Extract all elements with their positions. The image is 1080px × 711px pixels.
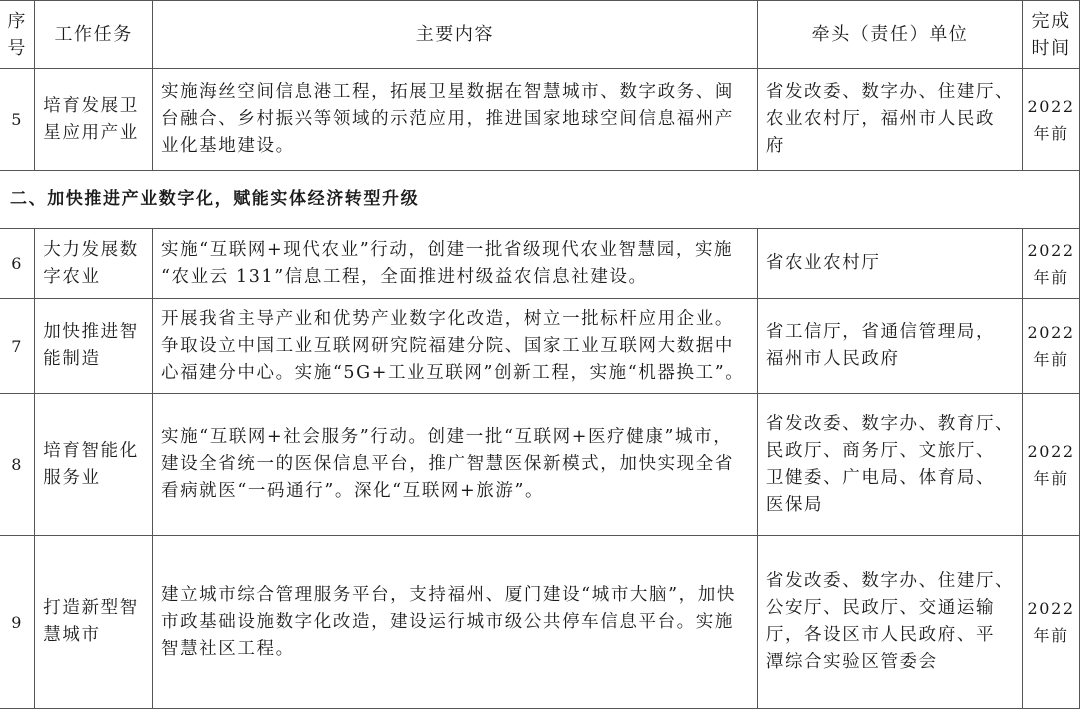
- deadline-cell-line: 年前: [1033, 468, 1069, 488]
- section-row: [0, 171, 1080, 229]
- deadline-cell: [1023, 394, 1080, 536]
- task-cell-line: 能制造: [43, 349, 101, 369]
- task-cell-line: 加快推进智: [43, 322, 139, 342]
- task-cell: [35, 229, 153, 299]
- row-number: 9: [0, 536, 35, 709]
- lead-unit-cell-line: 卫健委、广电局、体育局、: [765, 467, 996, 488]
- header-no: [0, 1, 35, 69]
- content-cell-line: 建设全省统一的医保信息平台，推广智慧医保新模式，加快实现全省: [160, 454, 734, 474]
- lead-unit-cell-line: 省农业农村厅: [765, 253, 881, 273]
- header-no-line: 号: [7, 37, 27, 59]
- header-task-line: 工作任务: [54, 24, 133, 45]
- task-cell-line: 星应用产业: [43, 122, 139, 143]
- task-cell: [35, 536, 153, 709]
- lead-unit-cell-line: 医保局: [765, 494, 824, 515]
- deadline-cell-line: 2022: [1027, 441, 1075, 461]
- deadline-cell-line: 2022: [1027, 96, 1075, 116]
- table-row: [0, 229, 1080, 299]
- header-lead-line: 牵头（责任）单位: [811, 24, 969, 45]
- content-cell-line: 智慧社区工程。: [160, 638, 295, 659]
- task-cell: [35, 299, 153, 394]
- content-cell-line: 建立城市综合管理服务平台，支持福州、厦门建设“城市大脑”，加快: [160, 584, 736, 605]
- lead-unit-cell-line: 省发改委、数字办、住建厅、: [765, 82, 1015, 102]
- lead-unit-cell-line: 福州市人民政府: [765, 349, 900, 369]
- content-cell-line: “农业云 131”信息工程，全面推进村级益农信息社建设。: [160, 266, 648, 287]
- section-title: 二、加快推进产业数字化，赋能实体经济转型升级: [0, 171, 1080, 229]
- content-cell-line: 争取设立中国工业互联网研究院福建分院、国家工业互联网大数据中: [160, 335, 734, 356]
- deadline-cell-line: 2022: [1027, 240, 1075, 260]
- table-row: [0, 69, 1080, 171]
- task-cell-line: 字农业: [43, 266, 101, 287]
- task-cell-line: 慧城市: [43, 625, 101, 645]
- task-cell-line: 培育智能化: [43, 440, 139, 461]
- deadline-cell-line: 2022: [1027, 323, 1075, 342]
- content-cell-line: 业化基地建设。: [160, 136, 295, 156]
- deadline-cell: [1023, 229, 1080, 299]
- content-cell: [152, 536, 757, 709]
- row-number: 7: [0, 299, 35, 394]
- lead-unit-cell-line: 公安厅、民政厅、交通运输: [765, 598, 996, 618]
- deadline-cell: [1023, 69, 1080, 171]
- content-cell: [152, 229, 757, 299]
- row-number: 5: [0, 69, 35, 171]
- deadline-cell-line: 年前: [1033, 267, 1069, 287]
- row-number: 6: [0, 229, 35, 299]
- table-row: [0, 536, 1080, 709]
- header-no-line: 序: [7, 10, 27, 32]
- lead-unit-cell: [757, 229, 1022, 299]
- lead-unit-cell-line: 农业农村厅，福州市人民政: [765, 109, 996, 129]
- task-cell-line: 培育发展卫: [43, 95, 139, 116]
- header-content-line: 主要内容: [415, 24, 495, 45]
- content-cell-line: 实施海丝空间信息港工程，拓展卫星数据在智慧城市、数字政务、闽: [160, 82, 734, 102]
- task-cell-line: 打造新型智: [43, 598, 139, 618]
- lead-unit-cell-line: 民政厅、商务厅、文旅厅、: [765, 440, 996, 461]
- task-cell: [35, 69, 153, 171]
- content-cell-line: 看病就医“一码通行”。深化“互联网+旅游”。: [160, 481, 545, 501]
- content-cell-line: 实施“互联网+社会服务”行动。创建一批“互联网+医疗健康”城市，: [160, 427, 733, 447]
- lead-unit-cell: [757, 69, 1022, 171]
- header-row: [0, 1, 1080, 69]
- task-cell-line: 服务业: [43, 467, 101, 488]
- table-row: [0, 394, 1080, 536]
- header-time-line: 时间: [1031, 37, 1071, 59]
- header-time: [1023, 1, 1080, 69]
- lead-unit-cell: [757, 536, 1022, 709]
- header-task: [35, 1, 153, 69]
- content-cell: [152, 394, 757, 536]
- lead-unit-cell: [757, 394, 1022, 536]
- deadline-cell: [1023, 536, 1080, 709]
- table-row: [0, 299, 1080, 394]
- content-cell-line: 市政基础设施数字化改造，建设运行城市级公共停车信息平台。实施: [160, 611, 734, 632]
- lead-unit-cell-line: 潭综合实验区管委会: [765, 652, 938, 672]
- row-number: 8: [0, 394, 35, 536]
- content-cell-line: 开展我省主导产业和优势产业数字化改造，树立一批标杆应用企业。: [160, 308, 734, 329]
- task-cell: [35, 394, 153, 536]
- header-content: [152, 1, 757, 69]
- lead-unit-cell-line: 省发改委、数字办、教育厅、: [765, 413, 1015, 434]
- deadline-cell-line: 2022: [1027, 599, 1075, 618]
- content-cell-line: 心福建分中心。实施“5G+工业互联网”创新工程，实施“机器换工”。: [160, 362, 745, 383]
- deadline-cell: [1023, 299, 1080, 394]
- deadline-cell-line: 年前: [1033, 350, 1069, 369]
- lead-unit-cell-line: 府: [765, 136, 785, 156]
- task-cell-line: 大力发展数: [43, 239, 139, 260]
- header-lead: [757, 1, 1022, 69]
- lead-unit-cell-line: 省工信厅，省通信管理局，: [765, 322, 996, 342]
- content-cell: [152, 299, 757, 394]
- lead-unit-cell-line: 厅，各设区市人民政府、平: [765, 625, 996, 645]
- lead-unit-cell: [757, 299, 1022, 394]
- lead-unit-cell-line: 省发改委、数字办、住建厅、: [765, 571, 1015, 591]
- content-cell-line: 实施“互联网+现代农业”行动，创建一批省级现代农业智慧园，实施: [160, 239, 734, 260]
- content-cell-line: 台融合、乡村振兴等领域的示范应用，推进国家地球空间信息福州产: [160, 109, 734, 129]
- header-time-line: 完成: [1031, 10, 1071, 32]
- deadline-cell-line: 年前: [1033, 626, 1069, 645]
- deadline-cell-line: 年前: [1033, 123, 1069, 143]
- content-cell: [152, 69, 757, 171]
